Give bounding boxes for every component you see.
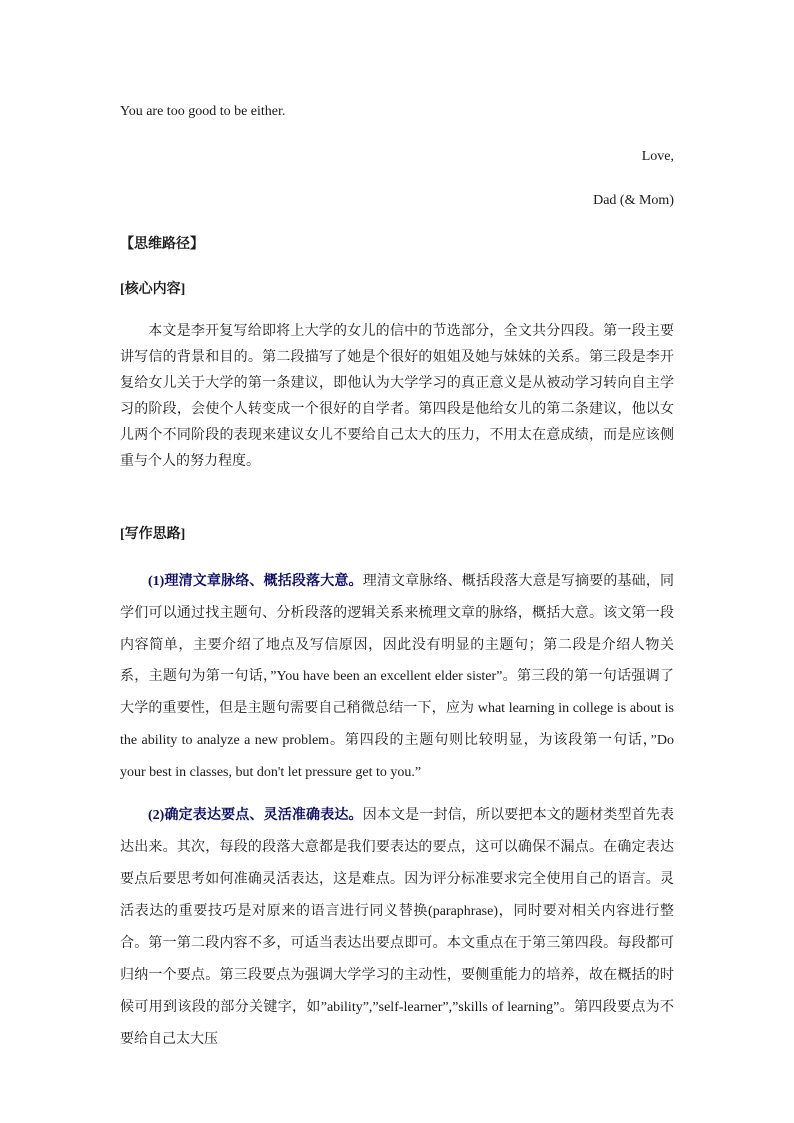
letter-signature: Dad (& Mom) [593,193,674,208]
core-content-paragraph [120,319,674,475]
section-title: 【思维路径】 [120,237,204,252]
writing-point-2-text: 因本文是一封信，所以要把本文的题材类型首先表达出来。其次，每段的段落大意都是我们要表达的要点，这可以确保不漏点。在确定表达要点后要思考如何准确灵活表达，这是难点。因为评分标准要求完全使用自己的语言。灵活表达的重要技巧是对原来的语言进行同义替换(paraphrase)，同时要对相关内容进行整合。第一第二段内容不多，可适当表达出要点即可。本文重点在于第三第四段。每段都可归纳一个要点。第三段要点为强调大学学习的主动性，要侧重能力的培养，故在概括的时候可用到该段的部分关键字，如”ability”,”self-learner”,”skills of learning”。第四段要点为不要给自己太大压 [120,808,674,1047]
writing-point-2-lead: (2)确定表达要点、灵活准确表达。 [148,808,363,823]
writing-point-1-paragraph [120,566,674,789]
writing-point-1-lead: (1)理清文章脉络、概括段落大意。 [148,574,363,589]
core-content-heading: [核心内容] [120,282,186,297]
core-content-text: 本文是李开复写给即将上大学的女儿的信中的节选部分，全文共分四段。第一段主要讲写信的背景和目的。第二段描写了她是个很好的姐姐及她与妹妹的关系。第三段是李开复给女儿关于大学的第一条建议，即他认为大学学习的真正意义是从被动学习转向自主学习的阶段，会使个人转变成一个很好的自学者。第四段是他给女儿的第二条建议，他以女儿两个不同阶段的表现来建议女儿不要给自己太大的压力，不用太在意成绩，而是应该侧重与个人的努力程度。 [120,324,674,469]
letter-closing-line: You are too good to be either. [120,104,286,119]
writing-ideas-heading: [写作思路] [120,527,186,542]
writing-point-1-text: 理清文章脉络、概括段落大意是写摘要的基础，同学们可以通过找主题句、分析段落的逻辑关系来梳理文章的脉络，概括大意。该文第一段内容简单，主要介绍了地点及写信原因，因此没有明显的主题句；第二段是介绍人物关系，主题句为第一句话，”You have been an excellent elder sister”。第三段的第一句话强调了大学的重要性，但是主题句需要自己稍微总结一下，应为 what learning in college is about is the ability to analyze a new problem。第四段的主题句则比较明显，为该段第一句话，”Do your best in classes, but don't let pressure get to you.” [120,574,674,780]
letter-sign-off: Love, [641,149,674,164]
writing-point-2-paragraph [120,800,674,1056]
